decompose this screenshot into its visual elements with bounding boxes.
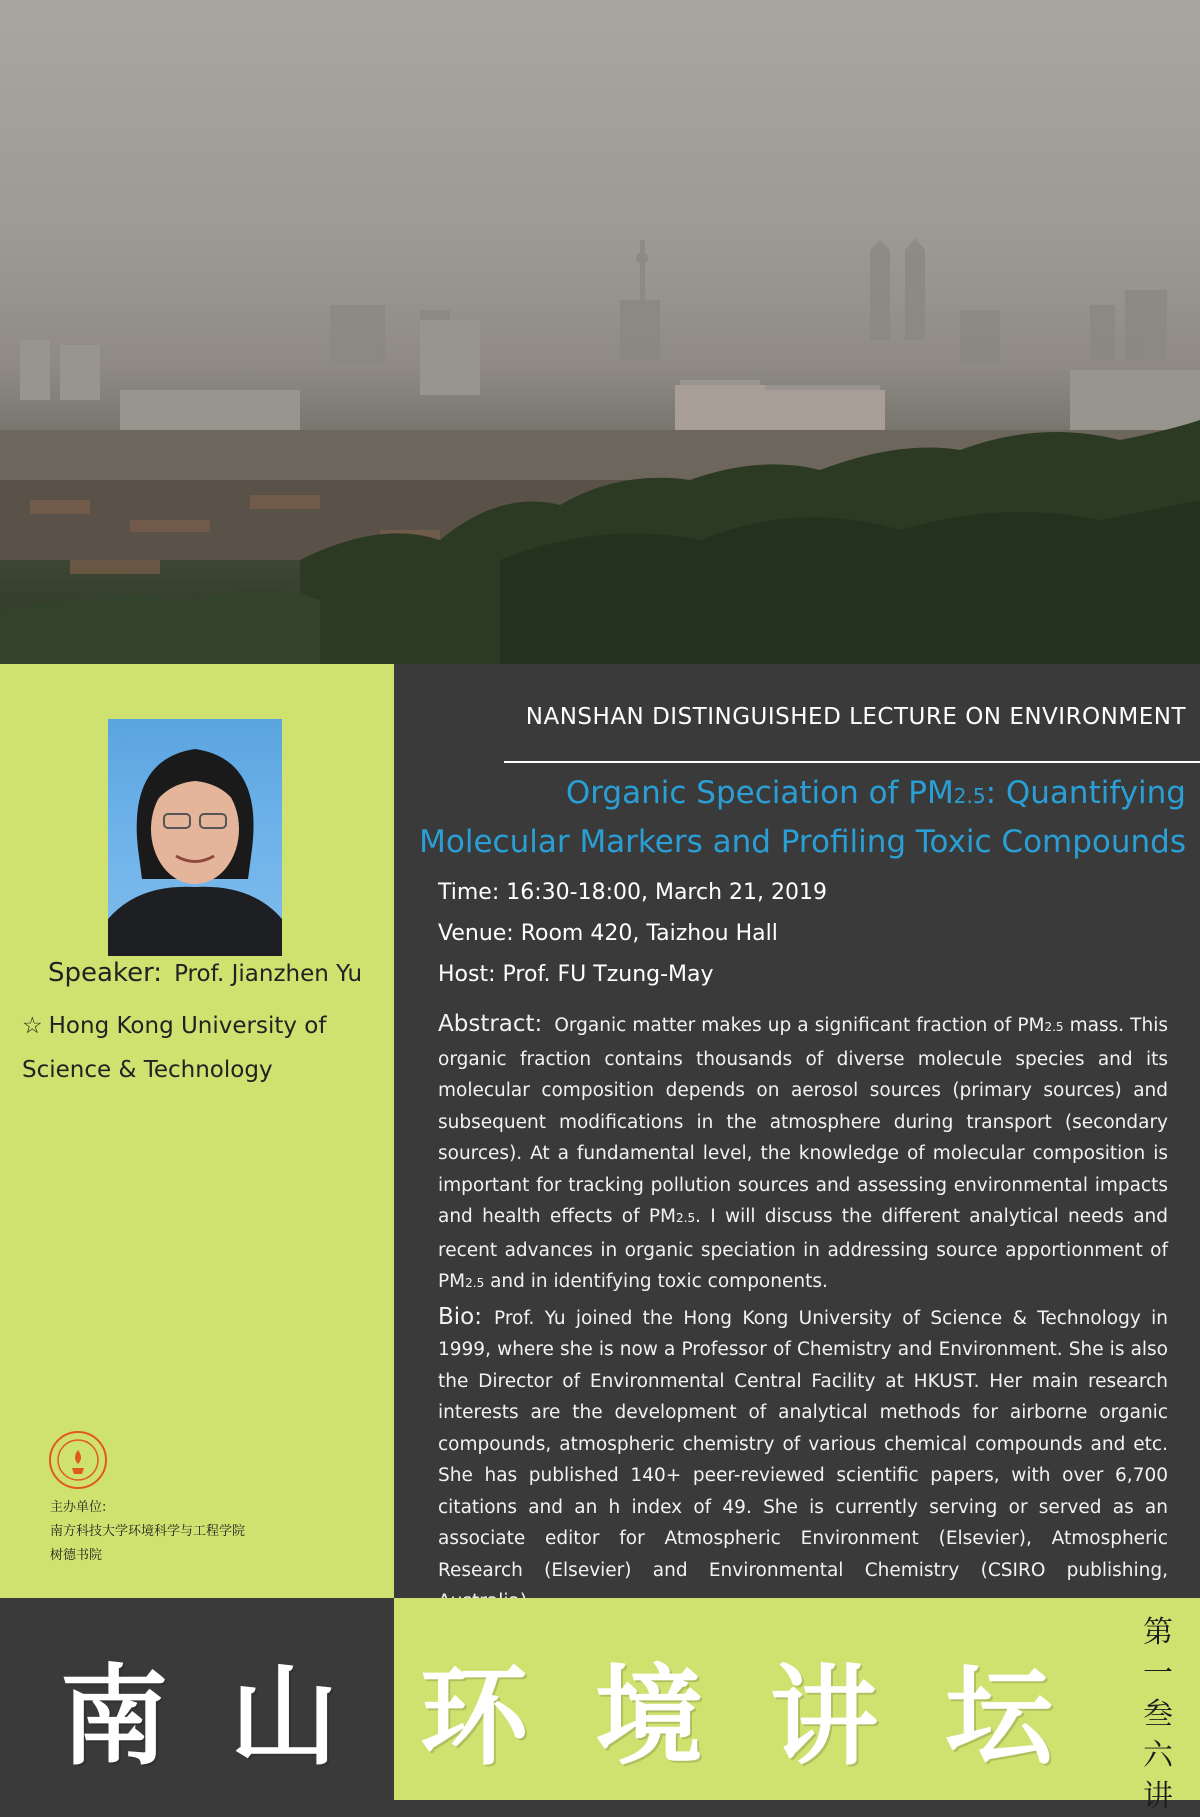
- abstract-sub-3: 2.5: [465, 1276, 485, 1290]
- abstract-text-2: mass. This organic fraction contains thousands of diverse molecule species and its molecular composition depends on aerosol sources (primary sources) and subsequent modifications in the atmosphere during transport (secondary sources). At a fundamental level, the knowledge of molecular composition is important for tracking pollution sources and assessing environmental impacts and health effects of PM: [438, 1015, 1168, 1227]
- title-line1-post: : Quantifying: [985, 775, 1186, 811]
- speaker-line: [48, 958, 362, 988]
- abstract-text-4: and in identifying toxic components.: [484, 1271, 828, 1292]
- abstract-text-3: . I will discuss the different analytical needs and recent advances in organic speciation in addressing source apportionment of PM: [438, 1206, 1169, 1292]
- banner-char-5: 讲: [770, 1654, 879, 1780]
- lecture-title: [406, 770, 1186, 865]
- event-time: Time: 16:30-18:00, March 21, 2019: [438, 880, 827, 905]
- issue-char: 叁: [1143, 1697, 1173, 1732]
- banner-char-6: 坛: [945, 1654, 1054, 1780]
- title-line2: Molecular Markers and Profiling Toxic Compounds: [419, 824, 1186, 860]
- city-skyline-illustration: [0, 0, 1200, 664]
- speaker-panel: [0, 664, 394, 1598]
- series-title: NANSHAN DISTINGUISHED LECTURE ON ENVIRONMENT: [525, 704, 1186, 730]
- bio-paragraph: [438, 1302, 1168, 1618]
- divider: [504, 761, 1200, 763]
- bio-text: Prof. Yu joined the Hong Kong University of Science & Technology in 1999, where she is now a Professor of Chemistry and Environment. She is also the Director of Environmental Central Facility at HKUST. Her main research interests are the development of analytical methods for airborne organic compounds, atmospheric chemistry of various chemical compounds and etc. She has published 140+ peer-reviewed scientific papers, with over 6,700 citations and an h index of 49. She is currently serving or served as an associate editor for Atmospheric Environment (Elsevier), Atmospheric Research (Elsevier) and Environmental Chemistry (CSIRO publishing,: [438, 1307, 1168, 1581]
- abstract-sub-2: 2.5: [676, 1211, 696, 1225]
- abstract-sub-1: 2.5: [1044, 1020, 1064, 1034]
- abstract-text-1: Organic matter makes up a significant fraction of PM: [554, 1015, 1045, 1036]
- speaker-portrait-illustration: [108, 719, 282, 956]
- banner-char-4: 境: [595, 1654, 704, 1780]
- lecture-info-panel: [394, 664, 1200, 1598]
- speaker-affiliation: [22, 1004, 367, 1092]
- issue-char: 讲: [1143, 1779, 1173, 1814]
- title-subscript: 2.5: [953, 784, 986, 808]
- banner-char-2: 山: [230, 1654, 339, 1780]
- banner-char-3: 环: [420, 1654, 529, 1780]
- affiliation-text: Hong Kong University of Science & Technology: [22, 1013, 327, 1083]
- speaker-label: Speaker:: [48, 958, 163, 988]
- university-seal-icon: [48, 1430, 108, 1490]
- speaker-photo: [108, 719, 282, 956]
- hero-photo: [0, 0, 1200, 664]
- issue-number-vertical: [1138, 1612, 1178, 1817]
- abstract-paragraph: [438, 1009, 1168, 1300]
- issue-char: 一: [1143, 1656, 1173, 1691]
- organizer-label: 主办单位:: [50, 1500, 107, 1515]
- event-details: [438, 872, 827, 995]
- event-venue: Venue: Room 420, Taizhou Hall: [438, 921, 778, 946]
- banner-char-1: 南: [60, 1654, 169, 1780]
- issue-char: 第: [1143, 1615, 1173, 1650]
- abstract-label: Abstract:: [438, 1011, 543, 1037]
- organizer-block: [50, 1496, 245, 1568]
- star-icon: ☆: [22, 1013, 43, 1039]
- organizer-line1: 南方科技大学环境科学与工程学院: [50, 1524, 246, 1539]
- abstract-section: [438, 1009, 1168, 1618]
- bio-label: Bio:: [438, 1303, 482, 1330]
- title-line1-pre: Organic Speciation of PM: [565, 775, 954, 811]
- organizer-line2: 树德书院: [50, 1548, 103, 1563]
- speaker-name: Prof. Jianzhen Yu: [174, 961, 363, 987]
- event-host: Host: Prof. FU Tzung-May: [438, 962, 714, 987]
- issue-char: 六: [1143, 1738, 1173, 1773]
